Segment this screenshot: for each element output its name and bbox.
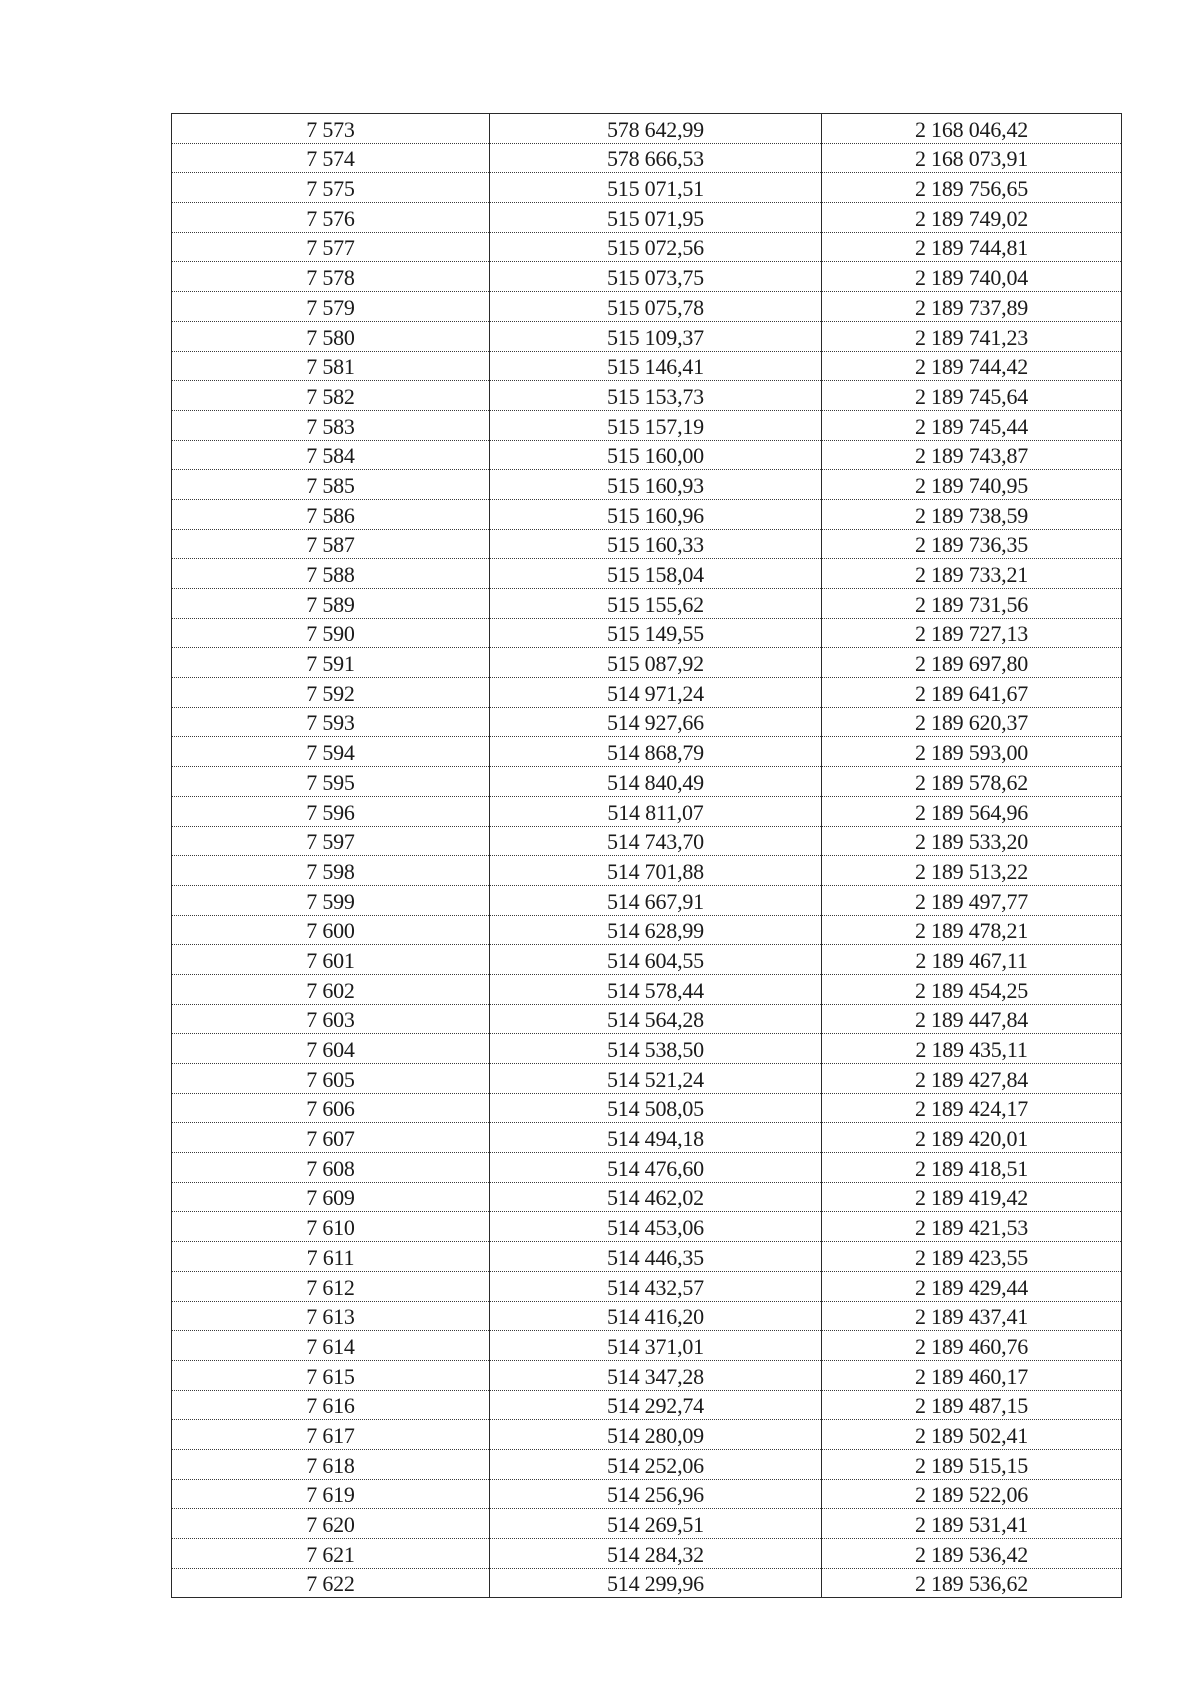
- x-coordinate-cell: 514 494,18: [490, 1123, 822, 1153]
- x-coordinate-cell: 515 158,04: [490, 559, 822, 589]
- table-row: [172, 381, 1122, 411]
- table-row: [172, 856, 1122, 886]
- y-coordinate-cell: 2 189 740,04: [822, 262, 1122, 292]
- x-coordinate-cell: 578 666,53: [490, 143, 822, 173]
- point-number-cell: 7 577: [172, 232, 490, 262]
- point-number-cell: 7 576: [172, 203, 490, 233]
- table-row: [172, 262, 1122, 292]
- table-row: [172, 1390, 1122, 1420]
- x-coordinate-cell: 514 628,99: [490, 915, 822, 945]
- table-row: [172, 1212, 1122, 1242]
- point-number-cell: 7 618: [172, 1449, 490, 1479]
- y-coordinate-cell: 2 189 564,96: [822, 796, 1122, 826]
- point-number-cell: 7 584: [172, 440, 490, 470]
- y-coordinate-cell: 2 189 731,56: [822, 589, 1122, 619]
- table-row: [172, 1449, 1122, 1479]
- y-coordinate-cell: 2 189 447,84: [822, 1004, 1122, 1034]
- point-number-cell: 7 611: [172, 1242, 490, 1272]
- x-coordinate-cell: 514 701,88: [490, 856, 822, 886]
- table-row: [172, 292, 1122, 322]
- point-number-cell: 7 604: [172, 1034, 490, 1064]
- point-number-cell: 7 603: [172, 1004, 490, 1034]
- x-coordinate-cell: 514 604,55: [490, 945, 822, 975]
- table-row: [172, 885, 1122, 915]
- y-coordinate-cell: 2 189 454,25: [822, 974, 1122, 1004]
- x-coordinate-cell: 515 071,51: [490, 173, 822, 203]
- x-coordinate-cell: 514 446,35: [490, 1242, 822, 1272]
- x-coordinate-cell: 515 160,33: [490, 529, 822, 559]
- point-number-cell: 7 620: [172, 1509, 490, 1539]
- y-coordinate-cell: 2 189 743,87: [822, 440, 1122, 470]
- x-coordinate-cell: 514 269,51: [490, 1509, 822, 1539]
- point-number-cell: 7 607: [172, 1123, 490, 1153]
- y-coordinate-cell: 2 189 531,41: [822, 1509, 1122, 1539]
- y-coordinate-cell: 2 189 533,20: [822, 826, 1122, 856]
- y-coordinate-cell: 2 189 578,62: [822, 767, 1122, 797]
- point-number-cell: 7 588: [172, 559, 490, 589]
- point-number-cell: 7 595: [172, 767, 490, 797]
- y-coordinate-cell: 2 189 515,15: [822, 1449, 1122, 1479]
- table-row: [172, 440, 1122, 470]
- point-number-cell: 7 574: [172, 143, 490, 173]
- point-number-cell: 7 621: [172, 1539, 490, 1569]
- y-coordinate-cell: 2 189 749,02: [822, 203, 1122, 233]
- table-row: [172, 1242, 1122, 1272]
- x-coordinate-cell: 515 146,41: [490, 351, 822, 381]
- x-coordinate-cell: 515 109,37: [490, 321, 822, 351]
- table-row: [172, 232, 1122, 262]
- table-row: [172, 173, 1122, 203]
- table-row: [172, 143, 1122, 173]
- x-coordinate-cell: 515 072,56: [490, 232, 822, 262]
- y-coordinate-cell: 2 189 756,65: [822, 173, 1122, 203]
- y-coordinate-cell: 2 189 460,76: [822, 1331, 1122, 1361]
- point-number-cell: 7 600: [172, 915, 490, 945]
- point-number-cell: 7 609: [172, 1182, 490, 1212]
- table-row: [172, 529, 1122, 559]
- y-coordinate-cell: 2 189 423,55: [822, 1242, 1122, 1272]
- y-coordinate-cell: 2 189 437,41: [822, 1301, 1122, 1331]
- x-coordinate-cell: 514 508,05: [490, 1093, 822, 1123]
- y-coordinate-cell: 2 189 429,44: [822, 1271, 1122, 1301]
- y-coordinate-cell: 2 189 460,17: [822, 1360, 1122, 1390]
- table-row: [172, 767, 1122, 797]
- point-number-cell: 7 589: [172, 589, 490, 619]
- x-coordinate-cell: 515 153,73: [490, 381, 822, 411]
- point-number-cell: 7 582: [172, 381, 490, 411]
- y-coordinate-cell: 2 189 740,95: [822, 470, 1122, 500]
- y-coordinate-cell: 2 189 641,67: [822, 678, 1122, 708]
- x-coordinate-cell: 515 075,78: [490, 292, 822, 322]
- x-coordinate-cell: 514 743,70: [490, 826, 822, 856]
- table-row: [172, 1271, 1122, 1301]
- table-row: [172, 1004, 1122, 1034]
- y-coordinate-cell: 2 189 497,77: [822, 885, 1122, 915]
- y-coordinate-cell: 2 189 435,11: [822, 1034, 1122, 1064]
- y-coordinate-cell: 2 189 744,81: [822, 232, 1122, 262]
- point-number-cell: 7 581: [172, 351, 490, 381]
- x-coordinate-cell: 514 578,44: [490, 974, 822, 1004]
- y-coordinate-cell: 2 189 536,62: [822, 1568, 1122, 1598]
- table-row: [172, 1360, 1122, 1390]
- x-coordinate-cell: 514 256,96: [490, 1479, 822, 1509]
- y-coordinate-cell: 2 189 745,64: [822, 381, 1122, 411]
- y-coordinate-cell: 2 189 487,15: [822, 1390, 1122, 1420]
- point-number-cell: 7 616: [172, 1390, 490, 1420]
- x-coordinate-cell: 514 971,24: [490, 678, 822, 708]
- table-row: [172, 796, 1122, 826]
- y-coordinate-cell: 2 189 697,80: [822, 648, 1122, 678]
- x-coordinate-cell: 514 927,66: [490, 707, 822, 737]
- table-row: [172, 559, 1122, 589]
- table-row: [172, 1539, 1122, 1569]
- x-coordinate-cell: 514 453,06: [490, 1212, 822, 1242]
- coordinates-table: [171, 113, 1122, 1598]
- table-row: [172, 974, 1122, 1004]
- table-row: [172, 1034, 1122, 1064]
- point-number-cell: 7 601: [172, 945, 490, 975]
- table-row: [172, 737, 1122, 767]
- table-row: [172, 351, 1122, 381]
- y-coordinate-cell: 2 189 424,17: [822, 1093, 1122, 1123]
- y-coordinate-cell: 2 189 737,89: [822, 292, 1122, 322]
- x-coordinate-cell: 515 071,95: [490, 203, 822, 233]
- point-number-cell: 7 613: [172, 1301, 490, 1331]
- x-coordinate-cell: 515 073,75: [490, 262, 822, 292]
- table-row: [172, 1182, 1122, 1212]
- point-number-cell: 7 615: [172, 1360, 490, 1390]
- table-row: [172, 1123, 1122, 1153]
- point-number-cell: 7 597: [172, 826, 490, 856]
- y-coordinate-cell: 2 189 727,13: [822, 618, 1122, 648]
- x-coordinate-cell: 514 371,01: [490, 1331, 822, 1361]
- table-row: [172, 1064, 1122, 1094]
- point-number-cell: 7 586: [172, 499, 490, 529]
- table-row: [172, 410, 1122, 440]
- y-coordinate-cell: 2 189 741,23: [822, 321, 1122, 351]
- table-row: [172, 470, 1122, 500]
- point-number-cell: 7 585: [172, 470, 490, 500]
- table-row: [172, 1331, 1122, 1361]
- table-row: [172, 648, 1122, 678]
- y-coordinate-cell: 2 189 745,44: [822, 410, 1122, 440]
- x-coordinate-cell: 515 160,00: [490, 440, 822, 470]
- point-number-cell: 7 622: [172, 1568, 490, 1598]
- point-number-cell: 7 608: [172, 1153, 490, 1183]
- point-number-cell: 7 617: [172, 1420, 490, 1450]
- point-number-cell: 7 614: [172, 1331, 490, 1361]
- x-coordinate-cell: 515 160,96: [490, 499, 822, 529]
- x-coordinate-cell: 514 868,79: [490, 737, 822, 767]
- table-row: [172, 945, 1122, 975]
- x-coordinate-cell: 515 155,62: [490, 589, 822, 619]
- x-coordinate-cell: 515 149,55: [490, 618, 822, 648]
- point-number-cell: 7 602: [172, 974, 490, 1004]
- y-coordinate-cell: 2 168 073,91: [822, 143, 1122, 173]
- y-coordinate-cell: 2 189 513,22: [822, 856, 1122, 886]
- point-number-cell: 7 587: [172, 529, 490, 559]
- x-coordinate-cell: 514 252,06: [490, 1449, 822, 1479]
- x-coordinate-cell: 514 667,91: [490, 885, 822, 915]
- x-coordinate-cell: 515 087,92: [490, 648, 822, 678]
- y-coordinate-cell: 2 189 744,42: [822, 351, 1122, 381]
- x-coordinate-cell: 514 292,74: [490, 1390, 822, 1420]
- y-coordinate-cell: 2 189 427,84: [822, 1064, 1122, 1094]
- y-coordinate-cell: 2 189 478,21: [822, 915, 1122, 945]
- y-coordinate-cell: 2 189 421,53: [822, 1212, 1122, 1242]
- x-coordinate-cell: 514 416,20: [490, 1301, 822, 1331]
- table-row: [172, 321, 1122, 351]
- point-number-cell: 7 592: [172, 678, 490, 708]
- point-number-cell: 7 573: [172, 114, 490, 144]
- table-row: [172, 915, 1122, 945]
- y-coordinate-cell: 2 189 620,37: [822, 707, 1122, 737]
- x-coordinate-cell: 514 347,28: [490, 1360, 822, 1390]
- table-row: [172, 826, 1122, 856]
- point-number-cell: 7 605: [172, 1064, 490, 1094]
- table-row: [172, 1093, 1122, 1123]
- y-coordinate-cell: 2 168 046,42: [822, 114, 1122, 144]
- table-row: [172, 203, 1122, 233]
- x-coordinate-cell: 514 840,49: [490, 767, 822, 797]
- point-number-cell: 7 610: [172, 1212, 490, 1242]
- point-number-cell: 7 575: [172, 173, 490, 203]
- coordinates-table-body: [172, 114, 1122, 1598]
- x-coordinate-cell: 514 284,32: [490, 1539, 822, 1569]
- y-coordinate-cell: 2 189 419,42: [822, 1182, 1122, 1212]
- y-coordinate-cell: 2 189 738,59: [822, 499, 1122, 529]
- point-number-cell: 7 596: [172, 796, 490, 826]
- x-coordinate-cell: 578 642,99: [490, 114, 822, 144]
- point-number-cell: 7 591: [172, 648, 490, 678]
- y-coordinate-cell: 2 189 420,01: [822, 1123, 1122, 1153]
- table-row: [172, 678, 1122, 708]
- y-coordinate-cell: 2 189 502,41: [822, 1420, 1122, 1450]
- y-coordinate-cell: 2 189 736,35: [822, 529, 1122, 559]
- point-number-cell: 7 593: [172, 707, 490, 737]
- point-number-cell: 7 612: [172, 1271, 490, 1301]
- y-coordinate-cell: 2 189 536,42: [822, 1539, 1122, 1569]
- x-coordinate-cell: 514 476,60: [490, 1153, 822, 1183]
- table-row: [172, 114, 1122, 144]
- y-coordinate-cell: 2 189 467,11: [822, 945, 1122, 975]
- table-row: [172, 499, 1122, 529]
- point-number-cell: 7 598: [172, 856, 490, 886]
- table-row: [172, 707, 1122, 737]
- point-number-cell: 7 599: [172, 885, 490, 915]
- x-coordinate-cell: 514 299,96: [490, 1568, 822, 1598]
- x-coordinate-cell: 514 462,02: [490, 1182, 822, 1212]
- point-number-cell: 7 583: [172, 410, 490, 440]
- x-coordinate-cell: 514 811,07: [490, 796, 822, 826]
- point-number-cell: 7 606: [172, 1093, 490, 1123]
- table-row: [172, 1479, 1122, 1509]
- x-coordinate-cell: 515 157,19: [490, 410, 822, 440]
- y-coordinate-cell: 2 189 418,51: [822, 1153, 1122, 1183]
- x-coordinate-cell: 515 160,93: [490, 470, 822, 500]
- point-number-cell: 7 590: [172, 618, 490, 648]
- table-row: [172, 1301, 1122, 1331]
- table-row: [172, 1509, 1122, 1539]
- x-coordinate-cell: 514 521,24: [490, 1064, 822, 1094]
- table-row: [172, 1568, 1122, 1598]
- table-row: [172, 618, 1122, 648]
- table-row: [172, 589, 1122, 619]
- point-number-cell: 7 594: [172, 737, 490, 767]
- point-number-cell: 7 619: [172, 1479, 490, 1509]
- table-row: [172, 1153, 1122, 1183]
- y-coordinate-cell: 2 189 522,06: [822, 1479, 1122, 1509]
- x-coordinate-cell: 514 432,57: [490, 1271, 822, 1301]
- point-number-cell: 7 579: [172, 292, 490, 322]
- y-coordinate-cell: 2 189 733,21: [822, 559, 1122, 589]
- table-row: [172, 1420, 1122, 1450]
- y-coordinate-cell: 2 189 593,00: [822, 737, 1122, 767]
- point-number-cell: 7 578: [172, 262, 490, 292]
- x-coordinate-cell: 514 280,09: [490, 1420, 822, 1450]
- x-coordinate-cell: 514 538,50: [490, 1034, 822, 1064]
- point-number-cell: 7 580: [172, 321, 490, 351]
- x-coordinate-cell: 514 564,28: [490, 1004, 822, 1034]
